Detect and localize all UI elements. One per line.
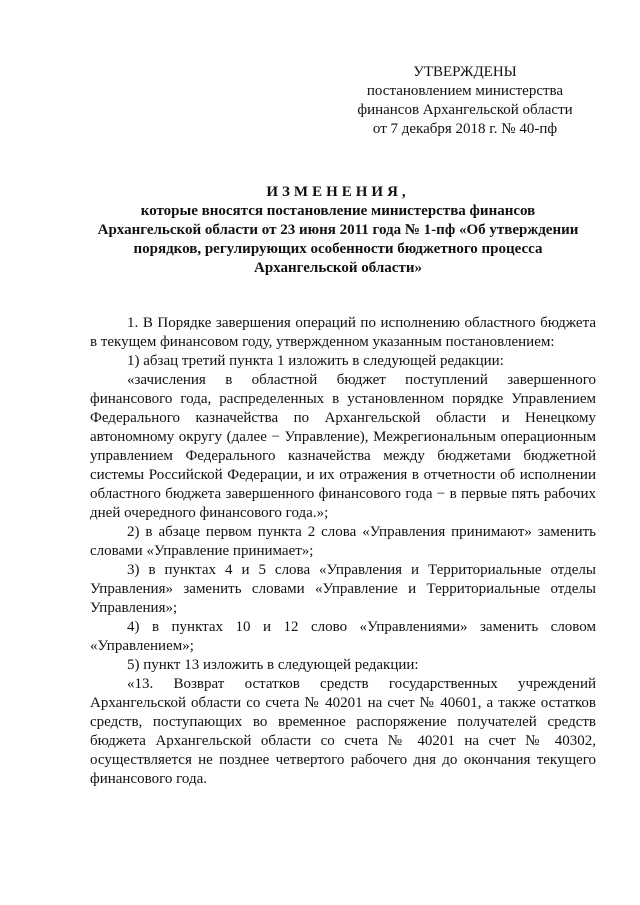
- paragraph-7: 5) пункт 13 изложить в следующей редакции:: [127, 657, 419, 673]
- heading-line-4: Архангельской области»: [254, 260, 422, 276]
- approval-line-1: УТВЕРЖДЕНЫ: [413, 64, 517, 80]
- paragraph-6: 4) в пунктах 10 и 12 слово «Управлениями» заменить словом «Управлением»;: [90, 619, 596, 654]
- paragraph-8: «13. Возврат остатков средств государственных учреждений Архангельской области со счета № 40201 на счет № 40601, а также остатков средств, поступающих во временное распоряжение получателей средств бюджета Архангельской области со счета № 40201 на счет № 40302, осуществляется не позднее четвертого рабочего дня до окончания текущего финансового года.: [90, 676, 596, 787]
- document-title: ИЗМЕНЕНИЯ,: [266, 184, 410, 200]
- heading-line-3: порядков, регулирующих особенности бюджетного процесса: [133, 241, 543, 257]
- document-body: [90, 314, 596, 789]
- paragraph-4: 2) в абзаце первом пункта 2 слова «Управления принимают» заменить словами «Управление принимает»;: [90, 524, 596, 559]
- paragraph-3: «зачисления в областной бюджет поступлений завершенного финансового года, распределенных в установленном порядке Управлением Федерального казначейства по Архангельской области и Ненецкому автономному округу (далее − Управление), Межрегиональным операционным управлением Федерального казначейства между бюджетами бюджетной системы Российской Федерации, и их отражения в отчетности об исполнении областного бюджета завершенного финансового года − в первые пять рабочих дней очередного финансового года.»;: [90, 372, 596, 521]
- approval-line-4: от 7 декабря 2018 г. № 40-пф: [372, 121, 558, 137]
- approval-stamp: [340, 63, 590, 139]
- heading-line-1: которые вносятся постановление министерства финансов: [140, 203, 536, 219]
- heading-line-2: Архангельской области от 23 июня 2011 года № 1-пф «Об утверждении: [97, 222, 579, 238]
- paragraph-5: 3) в пунктах 4 и 5 слова «Управления и Территориальные отделы Управления» заменить словами «Управление и Территориальные отделы Управления»;: [90, 562, 596, 616]
- approval-line-3: финансов Архангельской области: [357, 102, 573, 118]
- document-heading: [80, 183, 596, 278]
- paragraph-1: 1. В Порядке завершения операций по исполнению областного бюджета в текущем финансовом году, утвержденном указанным постановлением:: [90, 315, 596, 350]
- paragraph-2: 1) абзац третий пункта 1 изложить в следующей редакции:: [127, 353, 504, 369]
- approval-line-2: постановлением министерства: [366, 83, 564, 99]
